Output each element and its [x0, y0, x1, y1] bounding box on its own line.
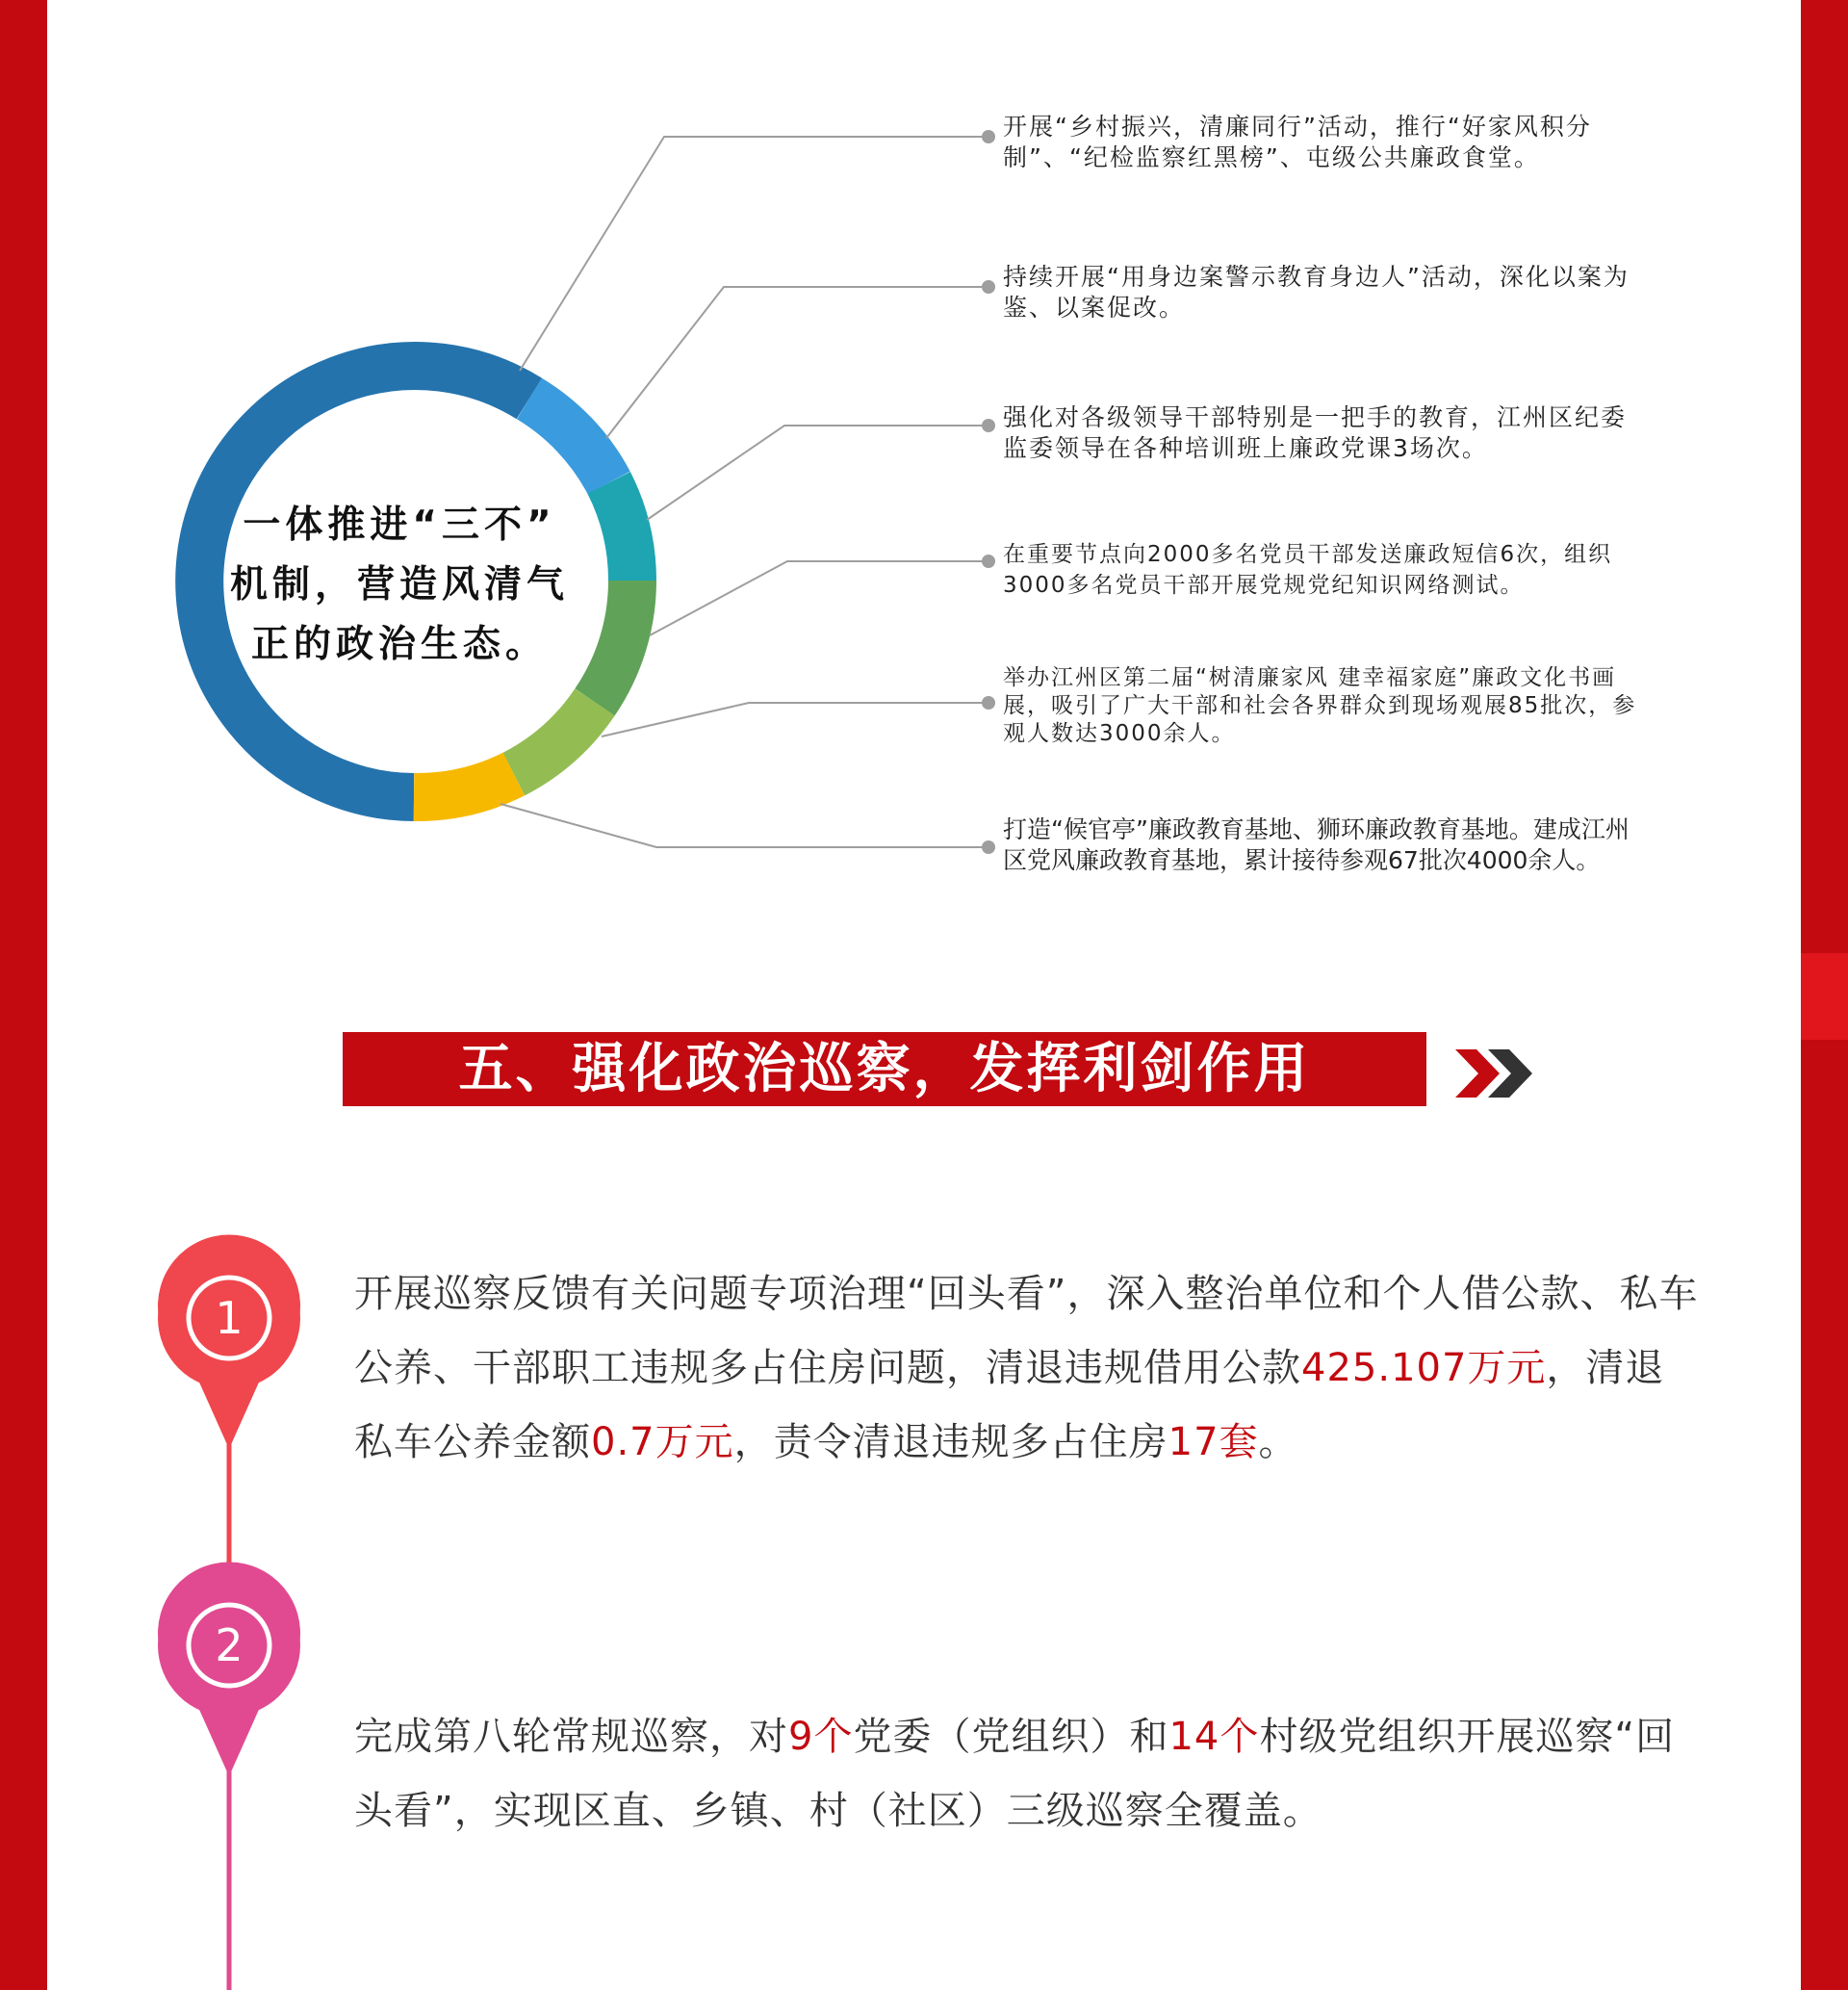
step-1-highlight-count: 17套: [1168, 1420, 1259, 1464]
leader-dot-3: [982, 419, 995, 432]
step-1-text-part: ，清退私车公养金额: [354, 1346, 1665, 1464]
leader-dot-6: [982, 840, 995, 854]
leader-line-4: [650, 561, 984, 635]
leader-dot-5: [982, 696, 995, 710]
step-1-highlight-amount: 425.107万元: [1301, 1346, 1547, 1390]
ring-center-text: 一体推进“三不” 机制，营造风清气 正的政治生态。: [229, 504, 569, 666]
step-2-text-part: 完成第八轮常规巡察，对: [354, 1715, 788, 1759]
step-2-text: [354, 1700, 1702, 1848]
step-2-text-part: 村级党组织开展巡察“回头看”，实现区直、乡镇、村（社区）三级巡察全覆盖。: [354, 1715, 1676, 1833]
step-number-1: 1: [215, 1292, 244, 1344]
item-text-4: 在重要节点向2000多名党员干部发送廉政短信6次，组织3000多名党员干部开展党规党纪知识网络测试。: [1003, 542, 1613, 598]
leader-line-1: [520, 137, 984, 371]
step-1-text: [354, 1257, 1702, 1480]
leader-dot-2: [982, 280, 995, 294]
ring-segment-green: [595, 581, 632, 702]
ring-segment-light-green: [514, 702, 595, 774]
item-text-6: 打造“候官亭”廉政教育基地、狮环廉政教育基地。建成江州区党风廉政教育基地，累计接待参观67批次4000余人。: [1003, 815, 1630, 874]
leader-line-6: [500, 804, 984, 847]
step-1-highlight-amount: 0.7万元: [591, 1420, 734, 1464]
ring-segment-teal: [609, 482, 632, 581]
leader-dot-4: [982, 555, 995, 568]
step-2-highlight-count: 9个: [788, 1715, 854, 1759]
double-chevron-icon: [1455, 1049, 1542, 1098]
leader-dot-1: [982, 130, 995, 143]
step-number-2: 2: [215, 1619, 244, 1671]
ring-segment-light-blue: [529, 399, 609, 482]
leader-line-3: [647, 426, 984, 520]
leader-line-5: [602, 703, 984, 737]
step-2-text-part: 党委（党组织）和: [853, 1715, 1169, 1759]
step-1-text-part: ，责令清退违规多占住房: [733, 1420, 1168, 1464]
item-text-1: 开展“乡村振兴，清廉同行”活动，推行“好家风积分制”、“纪检监察红黑榜”、屯级公共廉政食堂。: [1003, 113, 1592, 171]
item-text-5: 举办江州区第二届“树清廉家风 建幸福家庭”廉政文化书画展，吸引了广大干部和社会各界群众到现场观展85批次，参观人数达3000余人。: [1003, 665, 1637, 746]
section-title: 五、强化政治巡察，发挥利剑作用: [343, 1032, 1426, 1106]
item-text-3: 强化对各级领导干部特别是一把手的教育，江州区纪委监委领导在各种培训班上廉政党课3场次。: [1003, 403, 1628, 462]
item-text-2: 持续开展“用身边案警示教育身边人”活动，深化以案为鉴、以案促改。: [1003, 263, 1630, 322]
step-1-text-part: 开展巡察反馈有关问题专项治理“回头看”，深入整治单位和个人借公款、私车公养、干部职工违规多占住房问题，清退违规借用公款: [354, 1272, 1699, 1390]
step-2-highlight-count: 14个: [1168, 1715, 1260, 1759]
ring-segment-yellow: [414, 774, 514, 797]
leader-line-2: [606, 287, 984, 438]
step-1-text-part: 。: [1258, 1420, 1298, 1464]
